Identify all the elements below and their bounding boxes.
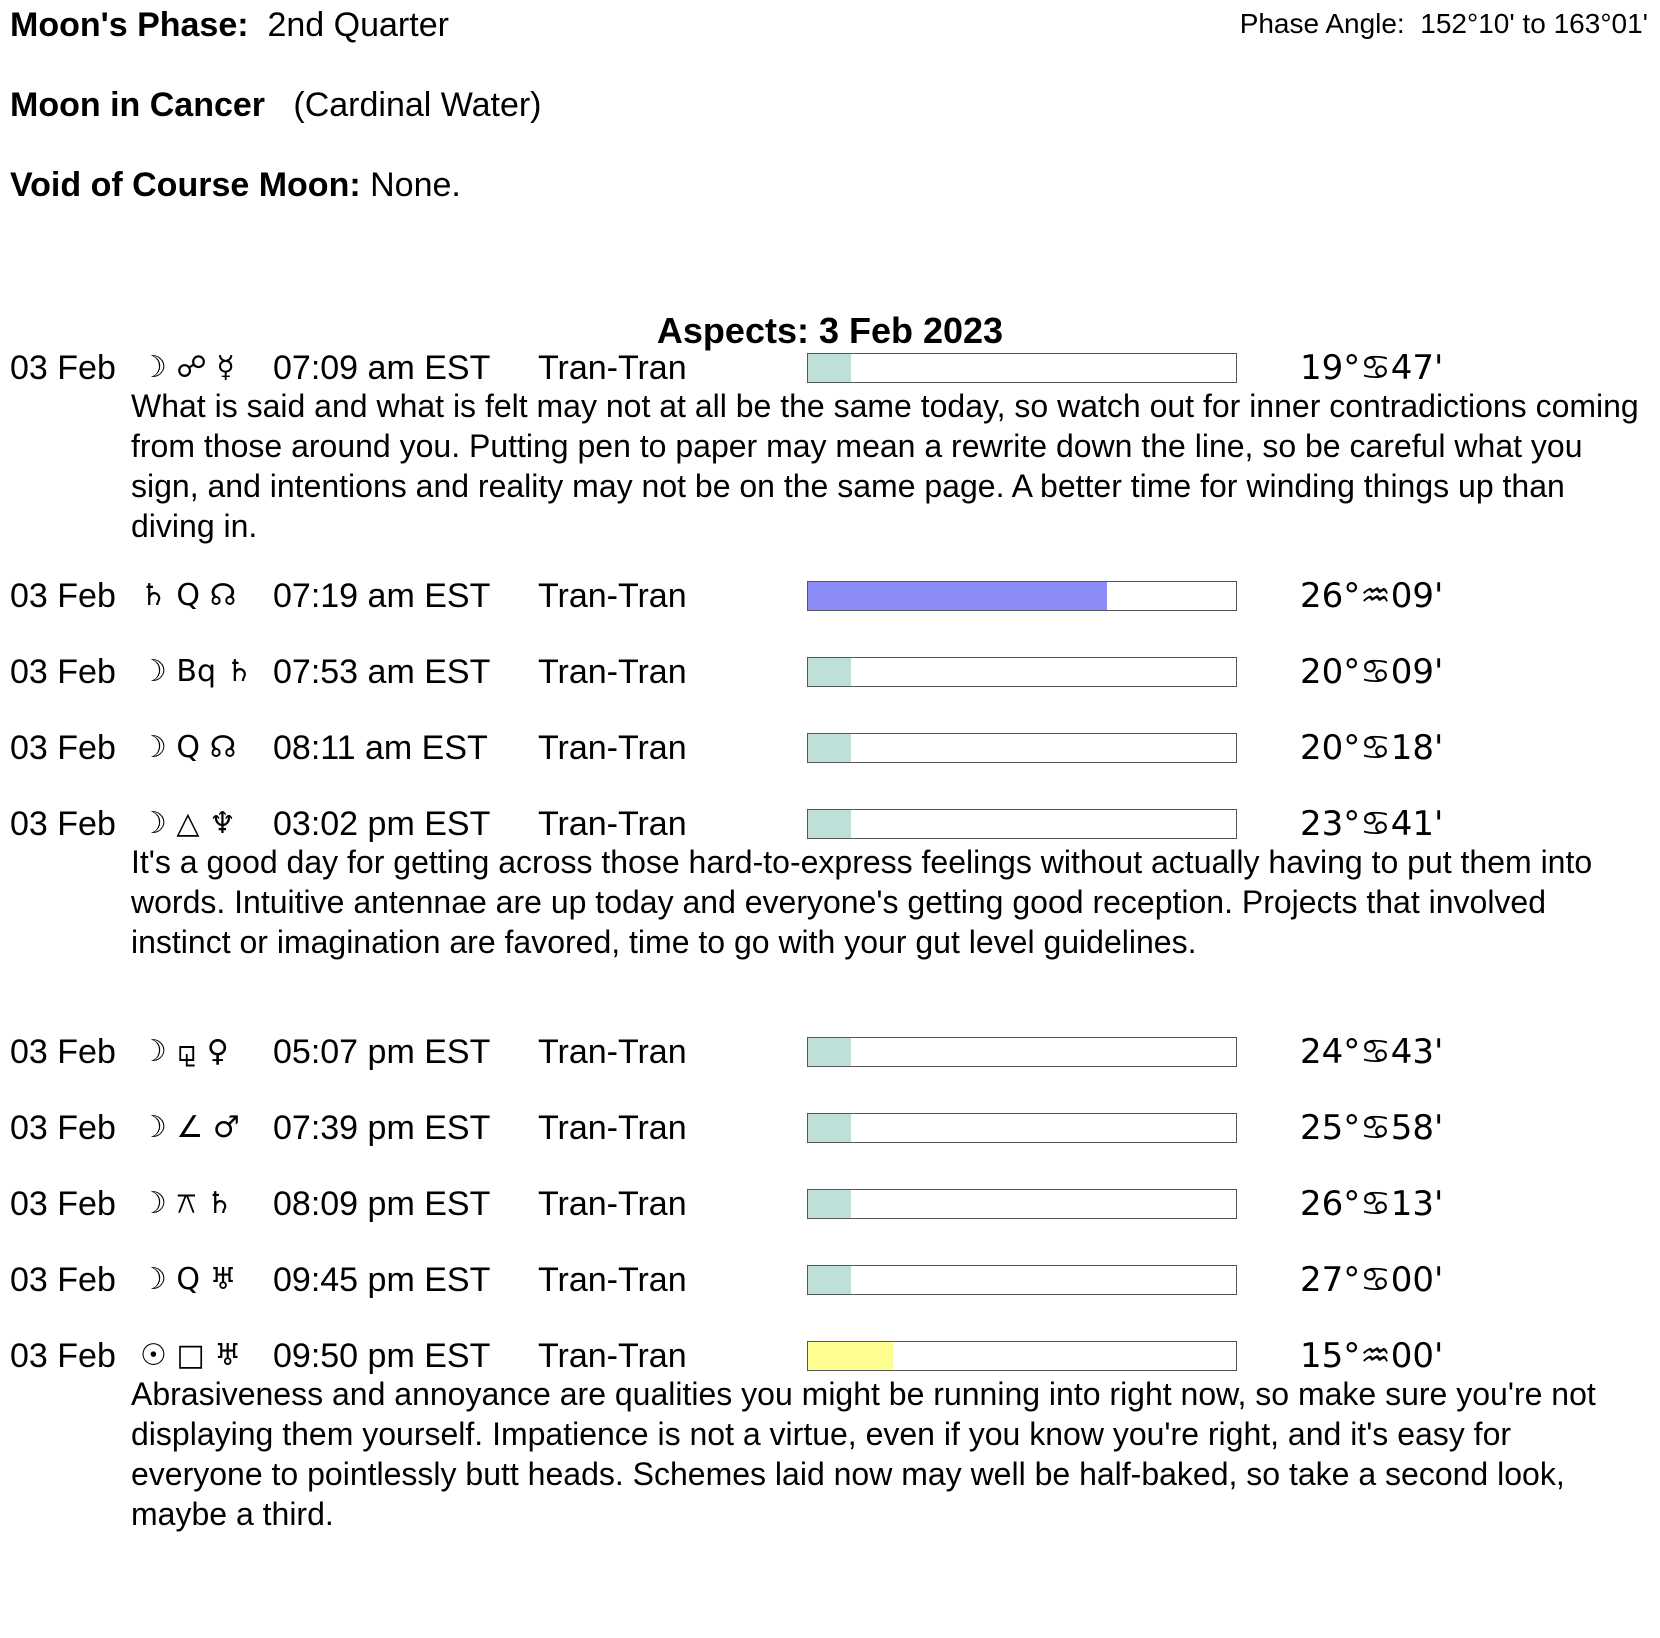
aspect-time: 08:09 pm EST xyxy=(273,1185,491,1223)
void-of-course-label: Void of Course Moon: xyxy=(10,166,361,204)
strength-bar xyxy=(807,1113,1237,1143)
aspect-date: 03 Feb xyxy=(10,577,116,615)
strength-bar-fill xyxy=(808,1190,851,1218)
strength-bar xyxy=(807,1189,1237,1219)
phase-angle-value: 152°10' to 163°01' xyxy=(1420,8,1648,39)
aspect-time: 03:02 pm EST xyxy=(273,805,491,843)
aspect-degree: 25°♋58' xyxy=(1300,1108,1444,1148)
aspect-description: Abrasiveness and annoyance are qualities you might be running into right now, so make sure you're not displaying them yourself. Impatience is not a virtue, even if you know you're right, and it's easy for everyone to pointlessly butt heads. Schemes laid now may well be half-baked, so take a second look, maybe a third. xyxy=(131,1376,1596,1532)
aspect-type: Tran-Tran xyxy=(538,805,687,843)
strength-bar xyxy=(807,1265,1237,1295)
aspect-glyphs: ☽ ∠ ♂ xyxy=(140,1110,240,1145)
aspect-degree: 24°♋43' xyxy=(1300,1032,1444,1072)
aspect-type: Tran-Tran xyxy=(538,729,687,767)
aspect-row xyxy=(0,1260,1660,1300)
aspect-glyphs: ♄ Q ☊ xyxy=(140,578,237,613)
aspect-glyphs: ☽ △ ♆ xyxy=(140,806,236,841)
aspect-type: Tran-Tran xyxy=(538,653,687,691)
moon-sign-value: (Cardinal Water) xyxy=(293,86,542,124)
aspect-row xyxy=(0,728,1660,768)
aspect-degree: 26°♒09' xyxy=(1300,576,1444,616)
aspect-type: Tran-Tran xyxy=(538,1109,687,1147)
aspect-degree: 19°♋47' xyxy=(1300,348,1444,388)
aspect-glyphs: ☽ ☍ ☿ xyxy=(140,350,235,385)
moon-sign-line xyxy=(10,86,542,125)
aspect-description: What is said and what is felt may not at all be the same today, so watch out for inner contradictions coming from those around you. Putting pen to paper may mean a rewrite down the line, so be careful what you sign, and intentions and reality may not be on the same page. A better time for winding things up than diving in. xyxy=(131,388,1639,544)
aspect-time: 08:11 am EST xyxy=(273,729,488,767)
aspect-glyphs: ☽ ⚼ ♀ xyxy=(140,1034,229,1069)
strength-bar xyxy=(807,581,1237,611)
aspect-degree: 27°♋00' xyxy=(1300,1260,1444,1300)
aspect-time: 07:19 am EST xyxy=(273,577,491,615)
aspect-type: Tran-Tran xyxy=(538,1185,687,1223)
aspect-date: 03 Feb xyxy=(10,349,116,387)
aspect-row xyxy=(0,1108,1660,1148)
aspect-glyphs: ☉ □ ♅ xyxy=(140,1338,242,1373)
phase-angle-label: Phase Angle: xyxy=(1239,8,1405,39)
moon-phase-value: 2nd Quarter xyxy=(267,6,449,44)
aspect-date: 03 Feb xyxy=(10,1109,116,1147)
aspect-time: 07:09 am EST xyxy=(273,349,491,387)
aspect-description: It's a good day for getting across those hard-to-express feelings without actually having to put them into words. Intuitive antennae are up today and everyone's getting good reception. Projects that involved instinct or imagination are favored, time to go with your gut level guidelines. xyxy=(131,844,1593,960)
phase-angle-line xyxy=(1240,8,1648,40)
aspect-type: Tran-Tran xyxy=(538,1261,687,1299)
aspect-date: 03 Feb xyxy=(10,805,116,843)
aspect-time: 07:39 pm EST xyxy=(273,1109,491,1147)
aspect-type: Tran-Tran xyxy=(538,1033,687,1071)
aspect-date: 03 Feb xyxy=(10,1261,116,1299)
aspect-time: 05:07 pm EST xyxy=(273,1033,491,1071)
aspect-date: 03 Feb xyxy=(10,1185,116,1223)
strength-bar-fill xyxy=(808,734,851,762)
aspect-row xyxy=(0,1032,1660,1072)
moon-phase-line xyxy=(10,6,449,45)
aspect-date: 03 Feb xyxy=(10,729,116,767)
strength-bar-fill xyxy=(808,810,851,838)
aspect-date: 03 Feb xyxy=(10,1033,116,1071)
moon-phase-label: Moon's Phase: xyxy=(10,6,249,44)
aspect-degree: 23°♋41' xyxy=(1300,804,1444,844)
aspect-type: Tran-Tran xyxy=(538,1337,687,1375)
aspect-degree: 15°♒00' xyxy=(1300,1336,1444,1376)
strength-bar-fill xyxy=(808,1266,851,1294)
strength-bar xyxy=(807,733,1237,763)
aspect-time: 07:53 am EST xyxy=(273,653,491,691)
strength-bar-fill xyxy=(808,354,851,382)
aspect-time: 09:50 pm EST xyxy=(273,1337,491,1375)
aspect-degree: 20°♋18' xyxy=(1300,728,1444,768)
strength-bar xyxy=(807,809,1237,839)
aspect-row xyxy=(0,1184,1660,1224)
strength-bar-fill xyxy=(808,658,851,686)
strength-bar xyxy=(807,657,1237,687)
moon-sign-label: Moon in Cancer xyxy=(10,86,266,124)
aspect-time: 09:45 pm EST xyxy=(273,1261,491,1299)
aspect-row xyxy=(0,652,1660,692)
strength-bar-fill xyxy=(808,1114,851,1142)
aspect-type: Tran-Tran xyxy=(538,349,687,387)
strength-bar-fill xyxy=(808,582,1107,610)
aspect-type: Tran-Tran xyxy=(538,577,687,615)
aspect-row xyxy=(0,348,1660,388)
aspect-glyphs: ☽ Bq ♄ xyxy=(140,654,253,689)
void-of-course-line xyxy=(10,166,461,205)
aspect-degree: 20°♋09' xyxy=(1300,652,1444,692)
aspect-glyphs: ☽ ⚻ ♄ xyxy=(140,1186,233,1221)
strength-bar xyxy=(807,353,1237,383)
strength-bar xyxy=(807,1341,1237,1371)
aspects-title: Aspects: 3 Feb 2023 xyxy=(656,310,1004,351)
strength-bar xyxy=(807,1037,1237,1067)
aspect-date: 03 Feb xyxy=(10,1337,116,1375)
aspect-row xyxy=(0,576,1660,616)
strength-bar-fill xyxy=(808,1038,851,1066)
aspect-date: 03 Feb xyxy=(10,653,116,691)
void-of-course-value: None. xyxy=(370,166,461,204)
aspect-glyphs: ☽ Q ☊ xyxy=(140,730,237,765)
aspect-row xyxy=(0,804,1660,844)
aspect-row xyxy=(0,1336,1660,1376)
aspect-degree: 26°♋13' xyxy=(1300,1184,1444,1224)
strength-bar-fill xyxy=(808,1342,893,1370)
aspect-glyphs: ☽ Q ♅ xyxy=(140,1262,237,1297)
